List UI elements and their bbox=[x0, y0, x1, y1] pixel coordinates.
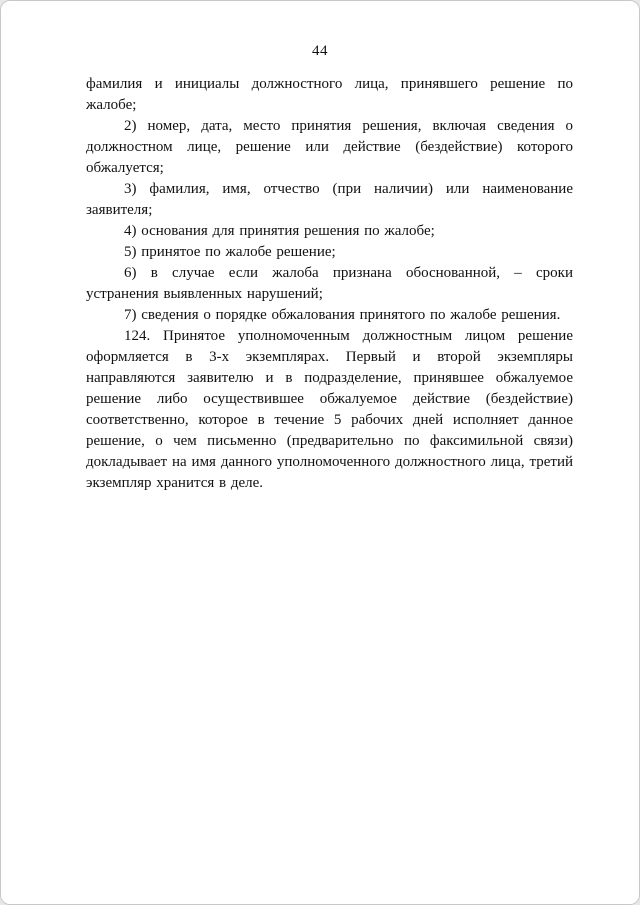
paragraph: 6) в случае если жалоба признана обоснованной, – сроки устранения выявленных нарушений; bbox=[86, 265, 573, 302]
paragraph: 3) фамилия, имя, отчество (при наличии) или наименование заявителя; bbox=[86, 181, 573, 218]
page-number: 44 bbox=[312, 43, 328, 59]
paragraph: 2) номер, дата, место принятия решения, включая сведения о должностном лице, решение или действие (бездействие) которого обжалуется; bbox=[86, 118, 573, 176]
paragraph: фамилия и инициалы должностного лица, принявшего решение по жалобе; bbox=[86, 76, 573, 113]
paragraph: 124. Принятое уполномоченным должностным лицом решение оформляется в 3-х экземплярах. Первый и второй экземпляры направляются заявителю и в подразделение, принявшее обжалуемое решение либо осуществившее обжалуемое действие (бездействие) соответственно, которое в течение 5 рабочих дней исполняет данное решение, о чем письменно (предварительно по факсимильной связи) докладывает на имя данного уполномоченного должностного лица, третий экземпляр хранится в деле. bbox=[86, 328, 573, 491]
paragraph: 4) основания для принятия решения по жалобе; bbox=[124, 223, 435, 239]
paragraph: 5) принятое по жалобе решение; bbox=[124, 244, 336, 260]
paragraph: 7) сведения о порядке обжалования принятого по жалобе решения. bbox=[124, 307, 561, 323]
page-content bbox=[86, 74, 573, 494]
